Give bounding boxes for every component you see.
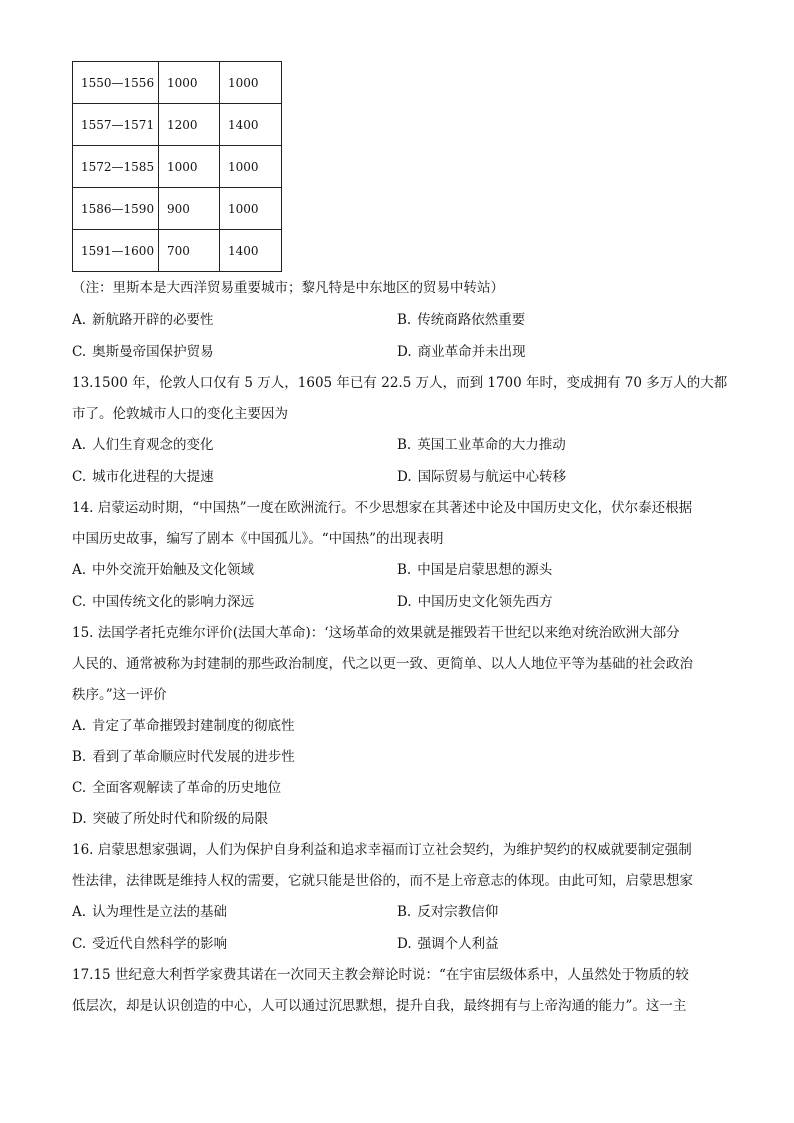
q15-option-b[interactable] [72, 747, 295, 767]
table-cell: 1000 [220, 146, 282, 188]
option-text: 新航路开辟的必要性 [92, 312, 214, 328]
option-text: 肯定了革命摧毁封建制度的彻底性 [92, 718, 295, 734]
option-label: A. [72, 718, 87, 734]
option-label: A. [72, 437, 87, 453]
q16-option-c[interactable] [72, 934, 227, 954]
option-text: 传统商路依然重要 [417, 312, 526, 328]
option-text: 中外交流开始触及文化领域 [92, 562, 255, 578]
q16-option-b[interactable] [397, 902, 498, 922]
q13-option-d[interactable] [397, 467, 566, 487]
q15-stem-line-2: 人民的、通常被称为封建制的那些政治制度，代之以更一致、更简单、以人人地位平等为基础的社会政治 [72, 656, 693, 672]
option-text: 英国工业革命的大力推动 [417, 437, 566, 453]
trade-table [72, 61, 282, 272]
q16-option-d[interactable] [397, 934, 499, 954]
q16-option-a[interactable] [72, 902, 227, 922]
option-text: 商业革命并未出现 [417, 344, 526, 360]
table-cell: 1572—1585 [73, 146, 159, 188]
option-label: C. [72, 780, 87, 796]
q15-option-c[interactable] [72, 778, 281, 798]
option-label: B. [397, 312, 412, 328]
q15-stem-line-3: 秩序。”这一评价 [72, 687, 167, 703]
option-label: A. [72, 312, 87, 328]
q14-option-b[interactable] [397, 560, 552, 580]
q12-option-d[interactable] [397, 342, 526, 362]
option-label: D. [397, 469, 412, 485]
q16-stem-line-2: 性法律，法律既是维持人权的需要，它就只能是世俗的，而不是上帝意志的体现。由此可知，启蒙思想家 [72, 873, 693, 889]
q14-option-a[interactable] [72, 560, 254, 580]
option-text: 城市化进程的大提速 [92, 469, 214, 485]
q13-stem-line-1: 13.1500 年，伦敦人口仅有 5 万人，1605 年已有 22.5 万人，而到 1700 年时，变成拥有 70 多万人的大都 [72, 375, 728, 391]
option-text: 突破了所处时代和阶级的局限 [92, 811, 269, 827]
option-text: 认为理性是立法的基础 [92, 904, 228, 920]
option-label: B. [72, 749, 87, 765]
option-label: C. [72, 594, 87, 610]
q14-stem-line-1: 14. 启蒙运动时期，“中国热”一度在欧洲流行。不少思想家在其著述中论及中国历史文化，伏尔泰还根据 [72, 500, 693, 516]
table-note: （注：里斯本是大西洋贸易重要城市；黎凡特是中东地区的贸易中转站） [72, 280, 504, 296]
option-text: 中国传统文化的影响力深远 [92, 594, 255, 610]
table-cell: 1200 [159, 104, 220, 146]
table-cell: 700 [159, 230, 220, 272]
q14-option-c[interactable] [72, 592, 254, 612]
option-label: C. [72, 344, 87, 360]
q12-option-c[interactable] [72, 342, 214, 362]
table-cell: 900 [159, 188, 220, 230]
q13-stem-line-2: 市了。伦敦城市人口的变化主要因为 [72, 406, 288, 422]
option-text: 受近代自然科学的影响 [92, 936, 228, 952]
q17-stem-line-1: 17.15 世纪意大利哲学家费其诺在一次同天主教会辩论时说：“在宇宙层级体系中，人虽然处于物质的较 [72, 967, 689, 983]
table-row [73, 146, 282, 188]
option-label: C. [72, 469, 87, 485]
table-row [73, 188, 282, 230]
q13-option-a[interactable] [72, 435, 214, 455]
option-label: B. [397, 437, 412, 453]
table-row [73, 62, 282, 104]
option-text: 全面客观解读了革命的历史地位 [92, 780, 282, 796]
q14-stem-line-2: 中国历史故事，编写了剧本《中国孤儿》。“中国热”的出现表明 [72, 531, 444, 547]
q17-stem-line-2: 低层次，却是认识创造的中心，人可以通过沉思默想，提升自我，最终拥有与上帝沟通的能力”。这一主 [72, 998, 687, 1014]
table-cell: 1557—1571 [73, 104, 159, 146]
option-text: 中国历史文化领先西方 [417, 594, 553, 610]
q12-option-a[interactable] [72, 310, 214, 330]
table-cell: 1000 [159, 146, 220, 188]
table-cell: 1000 [220, 188, 282, 230]
table-row [73, 104, 282, 146]
option-label: A. [72, 562, 87, 578]
table-row [73, 230, 282, 272]
option-label: D. [72, 811, 87, 827]
option-text: 中国是启蒙思想的源头 [417, 562, 553, 578]
option-label: D. [397, 344, 412, 360]
q15-option-d[interactable] [72, 809, 268, 829]
table-cell: 1550—1556 [73, 62, 159, 104]
option-text: 反对宗教信仰 [417, 904, 499, 920]
q12-option-b[interactable] [397, 310, 525, 330]
table-cell: 1591—1600 [73, 230, 159, 272]
table-cell: 1400 [220, 104, 282, 146]
q15-option-a[interactable] [72, 716, 295, 736]
option-text: 国际贸易与航运中心转移 [417, 469, 567, 485]
option-label: B. [397, 562, 412, 578]
table-cell: 1000 [220, 62, 282, 104]
option-text: 看到了革命顺应时代发展的进步性 [92, 749, 295, 765]
q14-option-d[interactable] [397, 592, 553, 612]
table-cell: 1000 [159, 62, 220, 104]
option-label: B. [397, 904, 412, 920]
option-label: A. [72, 904, 87, 920]
q16-stem-line-1: 16. 启蒙思想家强调，人们为保护自身利益和追求幸福而订立社会契约，为维护契约的权威就要制定强制 [72, 842, 692, 858]
option-label: D. [397, 594, 412, 610]
q15-stem-line-1: 15. 法国学者托克维尔评价(法国大革命)：‘这场革命的效果就是摧毁若干世纪以来绝对统治欧洲大部分 [72, 625, 680, 641]
option-text: 强调个人利益 [417, 936, 499, 952]
option-label: C. [72, 936, 87, 952]
option-text: 人们生育观念的变化 [92, 437, 214, 453]
option-label: D. [397, 936, 412, 952]
table-cell: 1400 [220, 230, 282, 272]
q13-option-c[interactable] [72, 467, 214, 487]
option-text: 奥斯曼帝国保护贸易 [92, 344, 214, 360]
q13-option-b[interactable] [397, 435, 566, 455]
table-cell: 1586—1590 [73, 188, 159, 230]
